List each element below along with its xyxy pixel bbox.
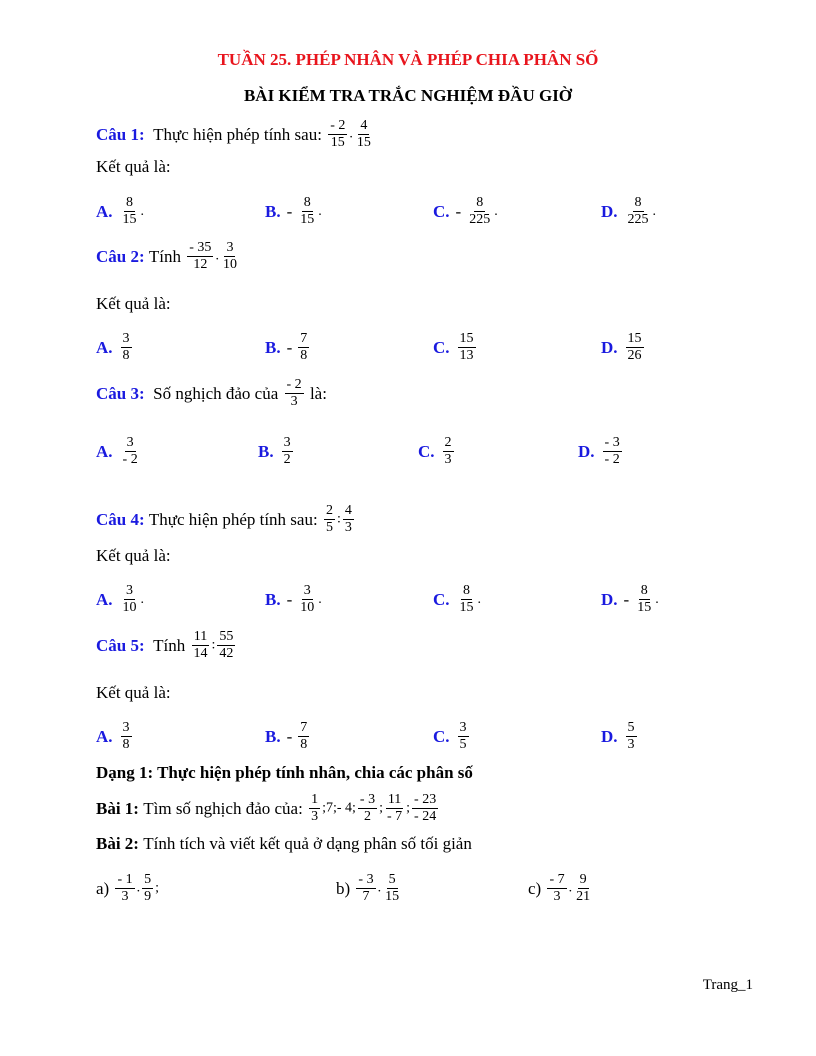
option-label: A. [96, 441, 113, 461]
operator: ; [379, 800, 383, 816]
numerator: 3 [283, 435, 291, 450]
option-label: C. [433, 337, 450, 357]
option-label: D. [601, 589, 618, 609]
denominator: 5 [459, 737, 467, 752]
numerator: - 3 [358, 872, 374, 887]
option-tail: . [494, 203, 498, 219]
item-expression [113, 872, 159, 905]
operator: . [568, 880, 573, 896]
question-1 [96, 118, 375, 151]
denominator: 15 [330, 135, 345, 150]
numerator: 5 [388, 872, 396, 887]
denominator: 13 [459, 348, 474, 363]
result-label: Kết quả là: [96, 157, 171, 176]
numerator: 8 [303, 195, 311, 210]
numerator: 11 [193, 629, 208, 644]
answer-option-b[interactable] [265, 331, 311, 364]
result-label: Kết quả là: [96, 546, 171, 565]
option-sign: - [286, 201, 293, 221]
option-label: D. [578, 441, 595, 461]
item-label: a) [96, 878, 110, 898]
option-label: B. [265, 589, 281, 609]
operator: . [136, 880, 141, 896]
denominator: 225 [627, 212, 649, 227]
option-label: A. [96, 337, 113, 357]
fraction [309, 792, 320, 825]
denominator: 42 [219, 646, 234, 661]
option-sign: - [286, 589, 293, 609]
denominator: 15 [356, 135, 371, 150]
fraction [142, 872, 153, 905]
fraction [603, 435, 622, 468]
exercise-2 [96, 834, 472, 854]
fraction [458, 720, 469, 753]
fraction [383, 872, 401, 905]
question-text: Tính [148, 246, 182, 266]
denominator: 2 [363, 809, 371, 824]
operator: : [211, 637, 216, 653]
question-4 [96, 503, 356, 536]
fraction [121, 331, 132, 364]
operator: ; [155, 880, 160, 896]
option-label: B. [265, 726, 281, 746]
numerator: 5 [627, 720, 635, 735]
answer-option-b[interactable] [265, 195, 322, 228]
option-label: C. [433, 201, 450, 221]
denominator: 15 [459, 600, 474, 615]
denominator: 8 [300, 348, 308, 363]
fraction [385, 792, 404, 825]
question-label: Câu 1: [96, 124, 145, 144]
option-sign: - [286, 337, 293, 357]
fraction [355, 118, 373, 151]
option-label: D. [601, 337, 618, 357]
question-text: Tính [153, 635, 186, 655]
option-tail: . [655, 591, 659, 607]
answer-option-a[interactable] [96, 331, 134, 364]
numerator: 3 [226, 240, 234, 255]
option-label: B. [265, 201, 281, 221]
numerator: - 1 [117, 872, 133, 887]
numerator: 8 [640, 583, 648, 598]
answer-option-a[interactable] [96, 720, 134, 753]
answer-option-c[interactable] [418, 435, 456, 468]
question-text-after: là: [309, 383, 327, 403]
fraction [547, 872, 566, 905]
option-label: A. [96, 726, 113, 746]
numerator: - 35 [189, 240, 212, 255]
denominator: 3 [553, 889, 561, 904]
operator: : [336, 511, 341, 527]
page-title: TUẦN 25. PHÉP NHÂN VÀ PHÉP CHIA PHÂN SỐ [217, 50, 599, 69]
numerator: - 23 [414, 792, 437, 807]
numerator: 4 [344, 503, 352, 518]
option-tail: . [318, 591, 322, 607]
numerator: 11 [387, 792, 402, 807]
numerator: 7 [300, 720, 308, 735]
denominator: 3 [121, 889, 129, 904]
exercise-1 [96, 792, 440, 825]
denominator: 14 [193, 646, 208, 661]
exercise-label: Bài 1: [96, 798, 139, 818]
item-label: b) [336, 878, 351, 898]
option-tail: . [477, 591, 482, 607]
question-label: Câu 3: [96, 383, 145, 403]
denominator: 8 [122, 348, 130, 363]
denominator: 15 [637, 600, 652, 615]
option-label: D. [601, 726, 618, 746]
result-label: Kết quả là: [96, 683, 171, 702]
denominator: 15 [300, 212, 315, 227]
denominator: 10 [300, 600, 315, 615]
numerator: 2 [325, 503, 333, 518]
option-label: A. [96, 589, 113, 609]
question-text: Số nghịch đảo của [153, 383, 279, 403]
question-label: Câu 2: [96, 246, 145, 266]
exercise-2b [336, 872, 403, 905]
numerator: 3 [122, 331, 130, 346]
answer-option-d[interactable] [578, 435, 624, 468]
numerator: - 3 [604, 435, 620, 450]
operator: . [377, 880, 382, 896]
fraction [626, 195, 651, 228]
question-expression [283, 377, 306, 410]
denominator: 15 [385, 889, 400, 904]
numerator: 8 [463, 583, 471, 598]
fraction [626, 720, 637, 753]
item-expression [545, 872, 594, 905]
option-tail: . [140, 203, 145, 219]
question-3 [96, 377, 327, 410]
question-expression [185, 240, 241, 273]
exercise-expression [307, 792, 440, 825]
page-subtitle: BÀI KIỂM TRA TRẮC NGHIỆM ĐẦU GIỜ [243, 86, 573, 105]
fraction [121, 195, 139, 228]
item-label: c) [528, 878, 542, 898]
denominator: 8 [122, 737, 130, 752]
fraction [458, 583, 476, 616]
numerator: 1 [311, 792, 319, 807]
denominator: - 2 [122, 452, 138, 467]
question-5 [96, 629, 237, 662]
numerator: 9 [579, 872, 587, 887]
fraction [328, 118, 347, 151]
answer-option-d[interactable] [601, 583, 659, 616]
denominator: 3 [344, 520, 352, 535]
fraction [192, 629, 210, 662]
denominator: 3 [290, 394, 298, 409]
denominator: - 2 [604, 452, 620, 467]
option-label: C. [418, 441, 435, 461]
denominator: 10 [122, 600, 137, 615]
denominator: 7 [362, 889, 370, 904]
numerator: 5 [144, 872, 152, 887]
question-expression [322, 503, 356, 536]
question-expression [326, 118, 375, 151]
option-tail: . [140, 591, 145, 607]
operator: . [349, 126, 353, 142]
denominator: - 24 [414, 809, 437, 824]
numerator: 3 [122, 720, 130, 735]
fraction [187, 240, 213, 273]
fraction [298, 195, 316, 228]
question-label: Câu 4: [96, 509, 145, 529]
option-label: C. [433, 726, 450, 746]
fraction [282, 435, 293, 468]
fraction [298, 720, 309, 753]
answer-option-c[interactable] [433, 195, 498, 228]
numerator: 3 [126, 583, 134, 598]
section-heading: Dạng 1: Thực hiện phép tính nhân, chia các phân số [96, 763, 473, 782]
answer-option-a[interactable] [96, 435, 142, 468]
page-number: Trang_1 [702, 977, 753, 993]
denominator: 26 [627, 348, 642, 363]
fraction [626, 331, 644, 364]
denominator: 5 [325, 520, 333, 535]
denominator: 8 [300, 737, 308, 752]
question-text: Thực hiện phép tính sau: [153, 124, 322, 144]
numerator: - 2 [330, 118, 346, 133]
fraction [298, 331, 309, 364]
answer-option-c[interactable] [433, 720, 471, 753]
operator: . [215, 248, 219, 264]
fraction [356, 872, 375, 905]
answer-option-a[interactable] [96, 583, 144, 616]
denominator: 3 [627, 737, 635, 752]
denominator: 3 [444, 452, 452, 467]
numerator: 15 [627, 331, 642, 346]
exercise-text: Tìm số nghịch đảo của: [143, 798, 303, 818]
option-label: B. [258, 441, 274, 461]
fraction [115, 872, 134, 905]
numerator: 8 [476, 195, 484, 210]
answer-option-b[interactable] [258, 435, 295, 468]
exercise-2a [96, 872, 159, 905]
option-label: A. [96, 201, 113, 221]
fraction [343, 503, 354, 536]
fraction [221, 240, 239, 273]
result-label: Kết quả là: [96, 294, 171, 313]
numerator: 7 [300, 331, 308, 346]
answer-option-a[interactable] [96, 195, 144, 228]
fraction [121, 720, 132, 753]
fraction [458, 331, 476, 364]
fraction [358, 792, 377, 825]
fraction [467, 195, 492, 228]
numerator: 8 [634, 195, 642, 210]
denominator: 10 [222, 257, 237, 272]
answer-option-d[interactable] [601, 720, 639, 753]
numerator: 4 [360, 118, 368, 133]
fraction [285, 377, 304, 410]
denominator: 12 [193, 257, 208, 272]
option-sign: - [286, 726, 293, 746]
denominator: 9 [144, 889, 152, 904]
option-sign: - [455, 201, 462, 221]
numerator: 8 [126, 195, 134, 210]
denominator: 21 [576, 889, 591, 904]
fraction [574, 872, 592, 905]
fraction [121, 435, 140, 468]
denominator: 3 [311, 809, 319, 824]
numerator: 15 [459, 331, 474, 346]
denominator: 15 [122, 212, 137, 227]
numerator: - 2 [286, 377, 302, 392]
fraction [443, 435, 454, 468]
question-text: Thực hiện phép tính sau: [148, 509, 318, 529]
denominator: - 7 [386, 809, 403, 824]
option-tail: . [318, 203, 322, 219]
exercise-2c [528, 872, 594, 905]
exercise-text: Tính tích và viết kết quả ở dạng phân số tối giản [143, 834, 472, 853]
numerator: 3 [126, 435, 134, 450]
exercise-label: Bài 2: [96, 834, 139, 853]
option-label: D. [601, 201, 618, 221]
denominator: 2 [283, 452, 291, 467]
answer-option-c[interactable] [433, 583, 481, 616]
fraction [298, 583, 316, 616]
fraction [412, 792, 438, 825]
item-expression [354, 872, 403, 905]
fraction [635, 583, 653, 616]
option-label: B. [265, 337, 281, 357]
fraction [121, 583, 139, 616]
answer-option-b[interactable] [265, 720, 311, 753]
option-label: C. [433, 589, 450, 609]
answer-option-d[interactable] [601, 195, 656, 228]
operator: ;7;- 4; [322, 800, 356, 816]
numerator: 55 [219, 629, 234, 644]
fraction [217, 629, 235, 662]
operator: ; [406, 800, 411, 816]
option-sign: - [623, 589, 630, 609]
numerator: 3 [303, 583, 311, 598]
numerator: 3 [459, 720, 467, 735]
option-tail: . [652, 203, 657, 219]
question-expression [190, 629, 238, 662]
numerator: - 7 [549, 872, 565, 887]
question-2 [96, 240, 241, 273]
question-label: Câu 5: [96, 635, 145, 655]
answer-option-d[interactable] [601, 331, 646, 364]
numerator: 2 [444, 435, 452, 450]
denominator: 225 [469, 212, 491, 227]
answer-option-c[interactable] [433, 331, 478, 364]
answer-option-b[interactable] [265, 583, 322, 616]
numerator: - 3 [359, 792, 376, 807]
fraction [324, 503, 335, 536]
